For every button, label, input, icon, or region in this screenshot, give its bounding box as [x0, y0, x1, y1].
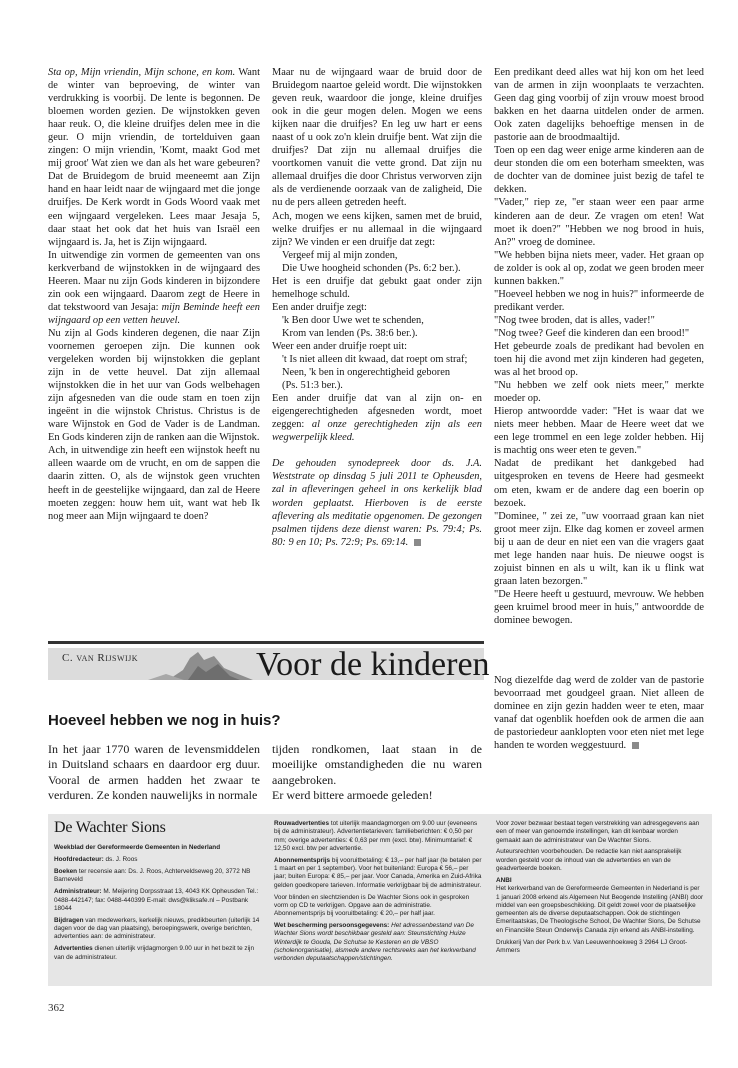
psalm-line: 'k Ben door Uwe wet te schenden,: [282, 314, 424, 326]
editorial-note: De gehouden synodepreek door ds. J.A. Weststrate op dinsdag 5 juli 2011 te Opheusden, zal in afleveringen geheel in ons kerkelijk blad worden geplaatst. Hierboven is de eerste aflevering als meditatie opgenomen. De gezongen psalmen tijdens deze dienst waren: Ps. 79:4; Ps. 80: 9 en 10; Ps. 72:9; Ps. 69:14.: [272, 458, 482, 548]
colophon-column-1: [54, 818, 264, 966]
story-intro-column-2: [272, 742, 482, 804]
paragraph: "Vader," riep ze, "er staan weer een paar arme kinderen aan de deur. Ze vragen om eten! Wat moet ik doen?" "Hebben we nog brood in huis, An?" vroeg de dominee.: [494, 197, 704, 248]
end-mark-icon: [414, 539, 421, 546]
colophon-entry: ANBI Het kerkverband van de Gereformeerde Gemeenten in Nederland is per 1 januari 2008 erkend als Algemeen Nut Beogende Instelling (ANBI) door middel van een groepsbeschikking. Dit geldt zowel voor de plaatselijke gemeenten als de diverse deputaatschappen. Ook de stichtingen Emeritaatskas, De Theologische School, De Wachter Sions, De Schutse en Financiële Steun Onderwijs Canada zijn erkend als ANBI-instelling.: [496, 876, 704, 934]
colophon-entry: Rouwadvertenties tot uiterlijk maandagmorgen om 9.00 uur (eveneens bij de administrateur). Advertentietarieven: familieberichten: € 0,50 per mm; overige advertenties: € 0,63 per mm (excl. btw). Minimumtarief: € 12,50 excl. btw per advertentie.: [274, 820, 478, 852]
page-number: 362: [48, 1002, 65, 1014]
paragraph: "Dominee, " zei ze, "uw voorraad graan kan niet groot meer zijn. Elke dag komen er zoveel armen bij u aan de deur en niet een van die vragers gaat met lege handen naar huis. De nieuwe oogst is zojuist binnen en als u wilt, kan ik u flink wat graan laten bezorgen.": [494, 510, 704, 587]
magazine-tagline: Weekblad der Gereformeerde Gemeenten in Nederland: [54, 844, 221, 851]
paragraph: "Nu hebben we zelf ook niets meer," merkte moeder op.: [494, 380, 704, 405]
section-title: Voor de kinderen: [256, 646, 490, 683]
colophon-entry: Hoofdredacteur: ds. J. Roos: [54, 856, 138, 864]
colophon-entry: Bijdragen van medewerkers, kerkelijk nieuws, predikbeurten (uiterlijk 14 dagen voor de dag van plaatsing), beroepingswerk, overige berichten, advertenties aan: de administrateur.: [54, 916, 260, 941]
paragraph: "De Heere heeft u gestuurd, mevrouw. We hebben geen kruimel brood meer in huis," antwoordde de dominee bewogen.: [494, 588, 704, 626]
story-column-3: [494, 66, 704, 627]
colophon-entry: Boeken ter recensie aan: Ds. J. Roos, Achterveldseweg 20, 3772 NB Barneveld: [54, 868, 251, 884]
paragraph: Nadat de predikant het dankgebed had uitgesproken en tevens de Heere had gesmeekt om eten, kwam er de andere dag een boerin op bezoek.: [494, 458, 704, 509]
colophon-entry: Wet bescherming persoonsgegevens: Het adressenbestand van De Wachter Sions wordt beschikbaar gesteld aan: Steunstichting Huize Winterdijk te Gouda, De Schutse te Kesteren en de VBSO (scholenorganisatie), alsmede andere rechtsreeks aan het kerkverband verbonden deputaatschappen/stichtingen.: [274, 922, 476, 963]
section-author: C. van Rijswijk: [62, 652, 139, 664]
section-rule: [48, 641, 484, 644]
bible-quote: Sta op, Mijn vriendin, Mijn schone, en kom.: [48, 67, 236, 78]
paragraph: Er werd bittere armoede geleden!: [272, 788, 433, 803]
story-column-3-continued: [494, 674, 704, 752]
paragraph: Het gebeurde zoals de predikant had bevolen en toen hij die avond met zijn kinderen had gegeten, was al het brood op.: [494, 340, 704, 379]
psalm-line: Neen, 'k ben in ongerechtigheid geboren: [282, 367, 451, 379]
colophon-entry: Auteursrechten voorbehouden. De redactie kan niet aansprakelijk worden gesteld voor de inhoud van de advertenties en van de geadverteerde boeken.: [496, 848, 682, 873]
psalm-line: Vergeef mij al mijn zonden,: [282, 249, 398, 261]
psalm-line: 't Is niet alleen dit kwaad, dat roept om straf;: [282, 354, 468, 366]
colophon-entry: Administrateur: M. Meijering Dorpsstraat 13, 4043 KK Opheusden Tel.: 0488-442147; fax: 0488-440399 E-mail: dws@kliksafe.nl – Postbank 18044: [54, 888, 259, 912]
magazine-logo: De Wachter Sions: [54, 819, 166, 836]
story-intro-column-1: [48, 742, 260, 804]
paragraph: tijden rondkomen, laat staan in de moeilijke omstandigheden die nu waren aangebroken.: [272, 742, 482, 787]
psalm-line: Die Uwe hoogheid schonden (Ps. 6:2 ber.).: [282, 262, 461, 274]
colophon-entry: Voor blinden en slechtzienden is De Wachter Sions ook in gesproken vorm op CD te verkrijgen. Opgave aan de administratie. Abonnementsprijs bij vooruitbetaling: € 20,– per half jaar.: [274, 893, 470, 918]
paragraph: Een predikant deed alles wat hij kon om het leed van de armen in zijn woonplaats te verzachten. Geen dag ging voorbij of zijn vrouw moest brood bakken en het daarna uitdelen onder de armen. Ook zaten dagelijks behoeftige mensen in de pastorie aan de broodmaaltijd.: [494, 67, 704, 144]
paragraph: "Nog twee? Geef die kinderen dan een brood!": [494, 327, 690, 339]
bible-quote: mijn Beminde heeft een wijngaard op een vetten heuvel.: [48, 301, 260, 326]
paragraph: "We hebben bijna niets meer, vader. Het graan op de zolder is ook al op, zodat we geen broden meer kunnen bakken.": [494, 249, 704, 287]
psalm-line: Krom van lenden (Ps. 38:6 ber.).: [282, 327, 418, 339]
paragraph: "Hoeveel hebben we nog in huis?" informeerde de predikant verder.: [494, 288, 704, 313]
paragraph: Nog diezelfde dag werd de zolder van de pastorie bevoorraad met goudgeel graan. Niet alleen de dominee en zijn gezin hadden weer te eten, maar vanaf dat ogenblik hoefden ook de armen die aan de pastoriedeur aanklopten voor eten niet met lege handen te worden weggestuurd.: [494, 675, 704, 752]
colophon-entry: Voor zover bezwaar bestaat tegen verstrekking van adresgegevens aan een of meer van genoemde instellingen, kan dit kenbaar worden gemaakt aan de administrateur van De Wachter Sions.: [496, 820, 700, 844]
paragraph: Want de winter van beproeving, de winter van verdrukking is voorbij. De lente is begonnen. De bloemen worden gezien. De wijnstokken geven haar reuk. O, die kleine druifjes delen mee in die geur. O mijn vriendin, de tortelduiven gaan zingen: O mijn vriendin, 'Komt, maakt God met mij groot' Wat zien we dan als het ware gebeuren? Dat de Bruidegom de bruid meeneemt aan Zijn hand en haar leidt naar de wijngaard met die jonge druifjes. De Kerk wordt in Gods Woord vaak met een wijngaard vergeleken. Lees maar Jesaja 5, daar staat het ook dat het huis van Israël een wijngaard is. Ja, het is Zijn wijngaard.: [48, 67, 260, 248]
article-column-2: [272, 66, 482, 549]
bible-quote: al onze gerechtigheden zijn als een wegwerpelijk kleed.: [272, 419, 482, 444]
article-column-1: [48, 66, 260, 523]
paragraph: Maar nu de wijngaard waar de bruid door de Bruidegom naartoe geleid wordt. Die wijnstokken geven reuk, waardoor die jonge, kleine druifjes ook in die geur mogen delen. Mogen we eens kijken naar die druifjes? En leg uw hart er eens naast of u ook zo'n klein druifje bent. Wat zijn die druifjes? Dat zijn nu allemaal druifjes die voortkomen vanuit die vette grond. Dat zijn nu allemaal druifjes die door Christus verworven zijn als de verdienende oorzaak van de zaligheid, Die nu de pers alleen getreden heeft.: [272, 67, 482, 209]
paragraph: Nu zijn al Gods kinderen degenen, die naar Zijn voornemen geroepen zijn. Die kunnen ook vergeleken worden bij wijnstokken die geplant zijn in de vette heuvel. Dat zijn allemaal wijnstokken die in het uur van Gods welbehagen zijn afgesneden van die oude stam en toen zijn ingeënt in die wijnstok Christus. Christus is de ware Wijnstok en God de Vader is de Landman. En Gods kinderen zijn de ranken aan die Wijnstok.: [48, 327, 260, 444]
paragraph: In het jaar 1770 waren de levensmiddelen in Duitsland schaars en daardoor erg duur. Vooral de armen hadden het zwaar te verduren. Ze konden nauwelijks in normale: [48, 742, 260, 803]
end-mark-icon: [632, 742, 639, 749]
paragraph: Een ander druifje dat van al zijn on- en eigengerechtigheden afgesneden wordt, moet zeggen:: [272, 393, 482, 431]
paragraph: Weer een ander druifje roept uit:: [272, 340, 408, 352]
paragraph: Een ander druifje zegt:: [272, 301, 367, 313]
paragraph: "Nog twee broden, dat is alles, vader!": [494, 314, 655, 326]
colophon-entry: Drukkerij Van der Perk b.v. Van Leeuwenhoekweg 3 2964 LJ Groot-Ammers: [496, 938, 688, 954]
colophon-entry: Abonnementsprijs bij vooruitbetaling: € 13,– per half jaar (te betalen per 1 maart en per 1 september). Voor het buitenland: Europa € 56,– per jaar; buiten Europa: € 85,– per jaar. Voor Canada, Amerika en Zuid-Afrika gelden goedkopere tarieven. Informatie verkrijgbaar bij de administrateur.: [274, 856, 482, 889]
paragraph: In uitwendige zin vormen de gemeenten van ons kerkverband de wijnstokken in de wijngaard des Heeren. Maar nu zijn Gods kinderen in bijzondere zin ook een wijngaard. Daarom zegt de Heere in dat tekstwoord van Jesaja:: [48, 249, 260, 313]
paragraph: Toen op een dag weer enige arme kinderen aan de deur stonden die om een boterham smeekten, was de dochter van de dominee juist bezig de tafel te dekken.: [494, 145, 704, 196]
colophon-column-3: [496, 820, 704, 959]
story-title: Hoeveel hebben we nog in huis?: [48, 712, 281, 729]
paragraph: Hierop antwoordde vader: "Het is waar dat we niets meer hebben. Maar de Heere weet dat we een lege trommel en een lege zolder hebben. Hij is machtig ons weer eten te geven.": [494, 406, 704, 457]
paragraph: Ach, mogen we eens kijken, samen met de bruid, welke druifjes er nu allemaal in die wijngaard zijn? We vinden er een druifje dat zegt:: [272, 210, 482, 248]
colophon-column-2: [274, 820, 482, 967]
psalm-line: (Ps. 51:3 ber.).: [282, 380, 343, 392]
paragraph: Ach, in uitwendige zin heeft een wijnstok heeft nu alleen waarde om de vrucht, en om de sappen die daarin zitten. O, als de wijnstok geen vruchten heeft in de geestelijke wijngaard, dan zal de Heere moeten zeggen: houw hem uit, want wat heb Ik nog meer aan Mijn wijngaard te doen?: [48, 445, 260, 522]
colophon-entry: Advertenties dienen uiterlijk vrijdagmorgen 9.00 uur in het bezit te zijn van de administrateur.: [54, 945, 255, 961]
paragraph: Het is een druifje dat gebukt gaat onder zijn hemelhoge schuld.: [272, 275, 482, 300]
